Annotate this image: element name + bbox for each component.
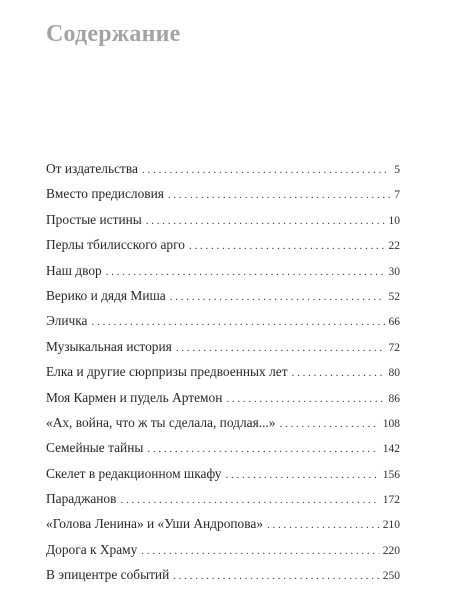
toc-entry <box>46 562 400 587</box>
toc-entry <box>46 537 400 562</box>
toc-entry-page: 108 <box>382 417 400 430</box>
toc-entry <box>46 334 400 359</box>
toc-entry-page: 156 <box>382 468 400 481</box>
toc-entry-title: Наш двор <box>46 262 102 278</box>
toc-entry-page: 72 <box>388 341 400 354</box>
toc-entry <box>46 156 400 181</box>
toc-entry-title: Параджанов <box>46 491 117 507</box>
toc-entry-page: 86 <box>388 392 400 405</box>
table-of-contents <box>46 156 400 588</box>
toc-entry-title: Музыкальная история <box>46 338 172 354</box>
toc-dot-leader <box>92 310 385 335</box>
toc-dot-leader <box>267 513 379 538</box>
toc-dot-leader <box>146 209 385 234</box>
toc-entry <box>46 283 400 308</box>
toc-entry <box>46 181 400 206</box>
toc-entry <box>46 486 400 511</box>
toc-dot-leader <box>226 387 384 412</box>
toc-entry-title: Перлы тбилисского арго <box>46 237 185 253</box>
toc-entry-page: 7 <box>394 189 400 202</box>
toc-entry-title: Елка и другие сюрпризы предвоенных лет <box>46 364 288 380</box>
toc-entry-page: 10 <box>388 214 400 227</box>
toc-dot-leader <box>170 285 385 310</box>
toc-entry-page: 142 <box>382 443 400 456</box>
toc-dot-leader <box>142 158 390 183</box>
toc-dot-leader <box>120 488 378 513</box>
toc-entry-page: 5 <box>394 164 400 176</box>
toc-entry-title: Скелет в редакционном шкафу <box>46 465 222 481</box>
toc-dot-leader <box>279 412 378 437</box>
toc-entry-title: Вместо предисловия <box>46 186 164 202</box>
toc-dot-leader <box>106 260 385 285</box>
toc-dot-leader <box>147 437 378 462</box>
toc-entry <box>46 232 400 257</box>
toc-entry-title: От издательства <box>46 161 138 176</box>
toc-entry-page: 30 <box>388 265 400 278</box>
toc-entry <box>46 511 400 536</box>
toc-dot-leader <box>173 564 378 589</box>
toc-entry-title: «Голова Ленина» и «Уши Андропова» <box>46 516 264 532</box>
toc-dot-leader <box>225 463 378 488</box>
toc-entry-page: 52 <box>388 290 400 303</box>
toc-entry-page: 220 <box>382 544 400 557</box>
toc-entry <box>46 359 400 384</box>
toc-entry-title: Эличка <box>46 313 88 329</box>
toc-entry <box>46 385 400 410</box>
toc-entry <box>46 258 400 283</box>
toc-entry-title: Семейные тайны <box>46 440 144 456</box>
toc-entry <box>46 410 400 435</box>
toc-entry <box>46 207 400 232</box>
toc-entry-title: «Ах, война, что ж ты сделала, подлая...» <box>46 414 276 430</box>
toc-entry <box>46 461 400 486</box>
toc-entry-page: 250 <box>382 570 400 583</box>
toc-entry-page: 66 <box>388 316 400 329</box>
page-title: Содержание <box>46 21 181 47</box>
toc-entry-title: Простые истины <box>46 211 142 227</box>
toc-entry-page: 22 <box>388 240 400 253</box>
toc-dot-leader <box>141 539 378 564</box>
toc-entry-page: 80 <box>388 367 400 380</box>
toc-entry-page: 210 <box>382 519 400 532</box>
toc-dot-leader <box>168 183 390 208</box>
toc-entry-title: В эпицентре событий <box>46 567 170 583</box>
toc-dot-leader <box>189 234 385 259</box>
toc-entry <box>46 435 400 460</box>
toc-dot-leader <box>176 336 385 361</box>
toc-entry-title: Верико и дядя Миша <box>46 287 166 303</box>
toc-entry <box>46 308 400 333</box>
toc-dot-leader <box>292 361 385 386</box>
toc-entry-title: Дорога к Храму <box>46 541 138 557</box>
toc-entry-title: Моя Кармен и пудель Артемон <box>46 389 223 405</box>
toc-entry-page: 172 <box>382 494 400 507</box>
